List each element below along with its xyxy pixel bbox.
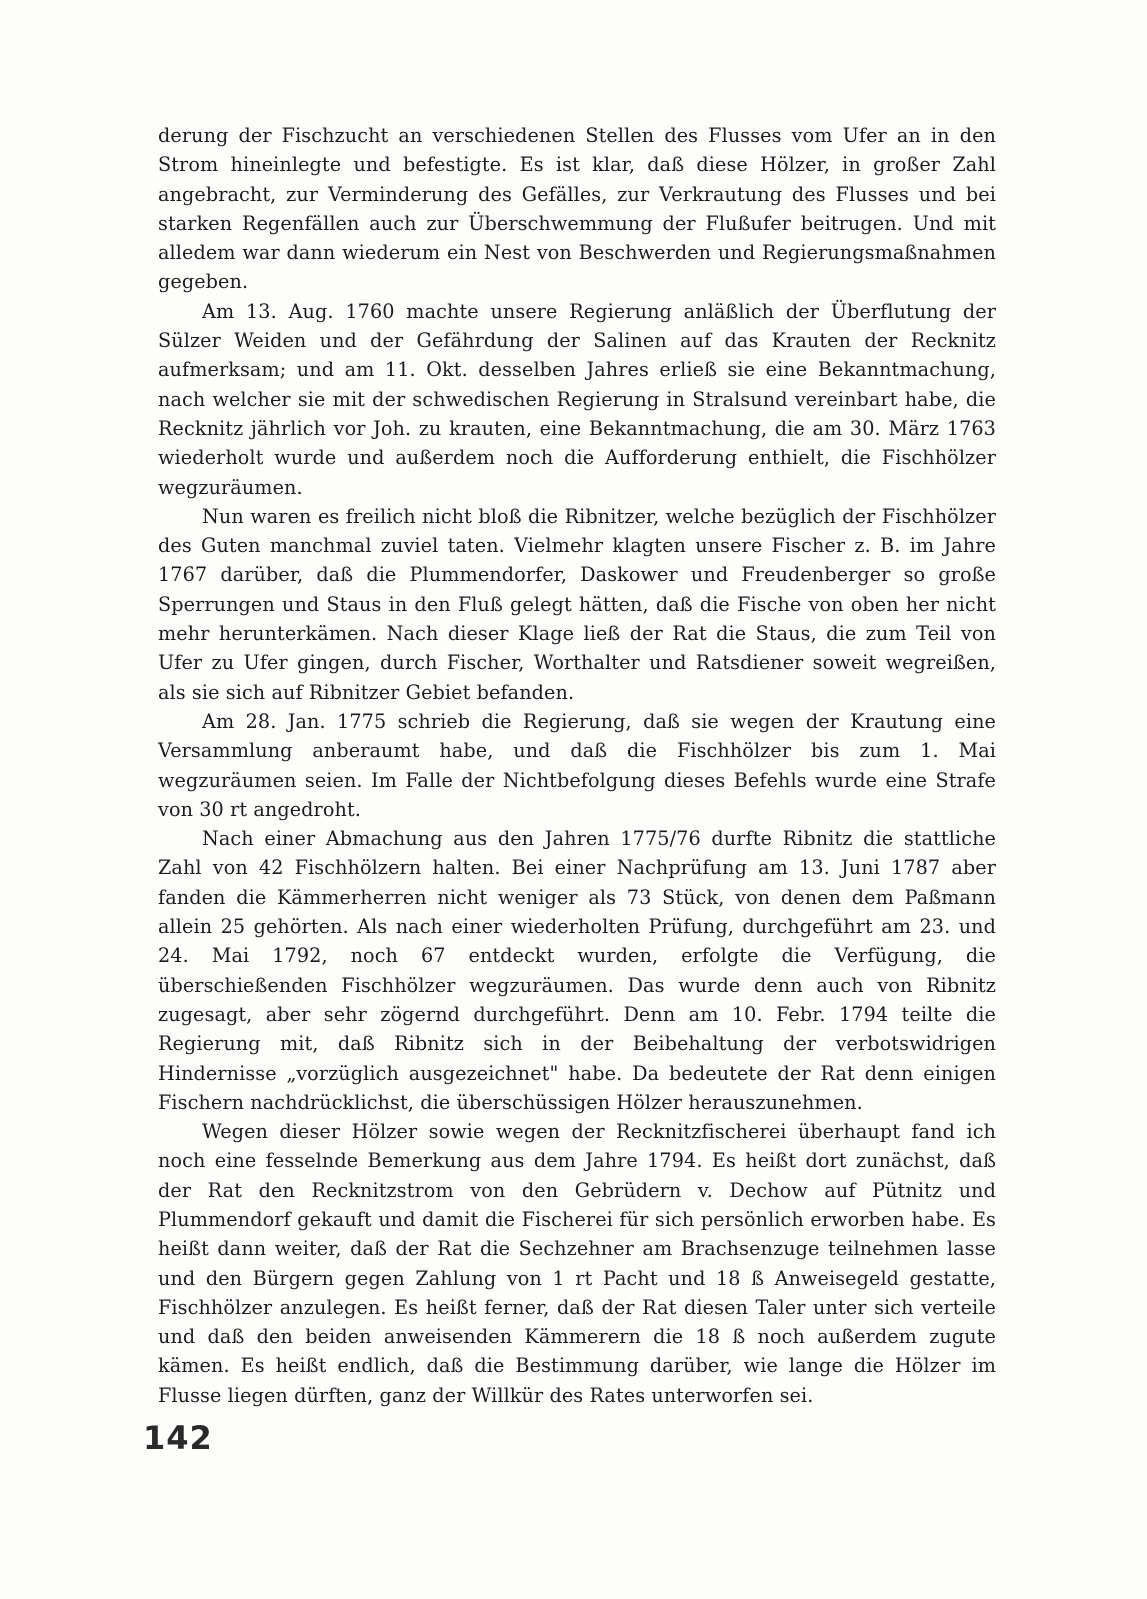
paragraph-2: Am 13. Aug. 1760 machte unsere Regierung anläßlich der Überflutung der Sülzer Weiden und der Gefährdung der Salinen auf das Krauten der Recknitz aufmerksam; und am 11. Okt. desselben Jahres erließ sie eine Bekanntmachung, nach welcher sie mit der schwedischen Regierung in Stralsund vereinbart habe, die Recknitz jährlich vor Joh. zu krauten, eine Bekanntmachung, die am 30. März 1763 wiederholt wurde und außerdem noch die Aufforderung enthielt, die Fischhölzer wegzuräumen. xyxy=(158,299,996,499)
paragraph-1: derung der Fischzucht an verschiedenen Stellen des Flusses vom Ufer an in den Strom hineinlegte und befestigte. Es ist klar, daß diese Hölzer, in großer Zahl angebracht, zur Verminderung des Gefälles, zur Verkrautung des Flusses und bei starken Regenfällen auch zur Überschwemmung der Flußufer beitrugen. Und mit alledem war dann wiederum ein Nest von Beschwerden und Regierungsmaßnahmen gegeben. xyxy=(158,124,996,294)
body-text xyxy=(158,121,996,1410)
page-number: 142 xyxy=(143,1419,213,1457)
paragraph-4: Am 28. Jan. 1775 schrieb die Regierung, daß sie wegen der Krautung eine Versammlung anberaumt habe, und daß die Fischhölzer bis zum 1. Mai wegzuräumen seien. Im Falle der Nichtbefolgung dieses Befehls wurde eine Strafe von 30 rt angedroht. xyxy=(158,709,996,821)
paragraph-5: Nach einer Abmachung aus den Jahren 1775/76 durfte Ribnitz die stattliche Zahl von 42 Fischhölzern halten. Bei einer Nachprüfung am 13. Juni 1787 aber fanden die Kämmerherren nicht weniger als 73 Stück, von denen dem Paßmann allein 25 gehörten. Als nach einer wiederholten Prüfung, durchgeführt am 23. und 24. Mai 1792, noch 67 entdeckt wurden, erfolgte die Verfügung, die überschießenden Fischhölzer wegzuräumen. Das wurde denn auch von Ribnitz zugesagt, aber sehr zögernd durchgeführt. Denn am 10. Febr. 1794 teilte die Regierung mit, daß Ribnitz sich in der Beibehaltung der verbotswidrigen Hindernisse „vorzüglich ausgezeichnet" habe. Da bedeutete der Rat denn einigen Fischern nachdrücklichst, die überschüssigen Hölzer herauszunehmen. xyxy=(158,827,996,1114)
paragraph-6: Wegen dieser Hölzer sowie wegen der Recknitzfischerei überhaupt fand ich noch eine fesselnde Bemerkung aus dem Jahre 1794. Es heißt dort zunächst, daß der Rat den Recknitzstrom von den Gebrüdern v. Dechow auf Pütnitz und Plummendorf gekauft und damit die Fischerei für sich persönlich erworben habe. Es heißt dann weiter, daß der Rat die Sechzehner am Brachsenzuge teilnehmen lasse und den Bürgern gegen Zahlung von 1 rt Pacht und 18 ß Anweisegeld gestatte, Fischhölzer anzulegen. Es heißt ferner, daß der Rat diesen Taler unter sich verteile und daß den beiden anweisenden Kämmerern die 18 ß noch außerdem zugute kämen. Es heißt endlich, daß die Bestimmung darüber, wie lange die Hölzer im Flusse liegen dürften, ganz der Willkür des Rates unterworfen sei. xyxy=(158,1120,996,1407)
paragraph-3: Nun waren es freilich nicht bloß die Ribnitzer, welche bezüglich der Fischhölzer des Guten manchmal zuviel taten. Vielmehr klagten unsere Fischer z. B. im Jahre 1767 darüber, daß die Plummendorfer, Daskower und Freudenberger so große Sperrungen und Staus in den Fluß gelegt hätten, daß die Fische von oben her nicht mehr herunterkämen. Nach dieser Klage ließ der Rat die Staus, die zum Teil von Ufer zu Ufer gingen, durch Fischer, Worthalter und Ratsdiener soweit wegreißen, als sie sich auf Ribnitzer Gebiet befanden. xyxy=(158,504,996,704)
